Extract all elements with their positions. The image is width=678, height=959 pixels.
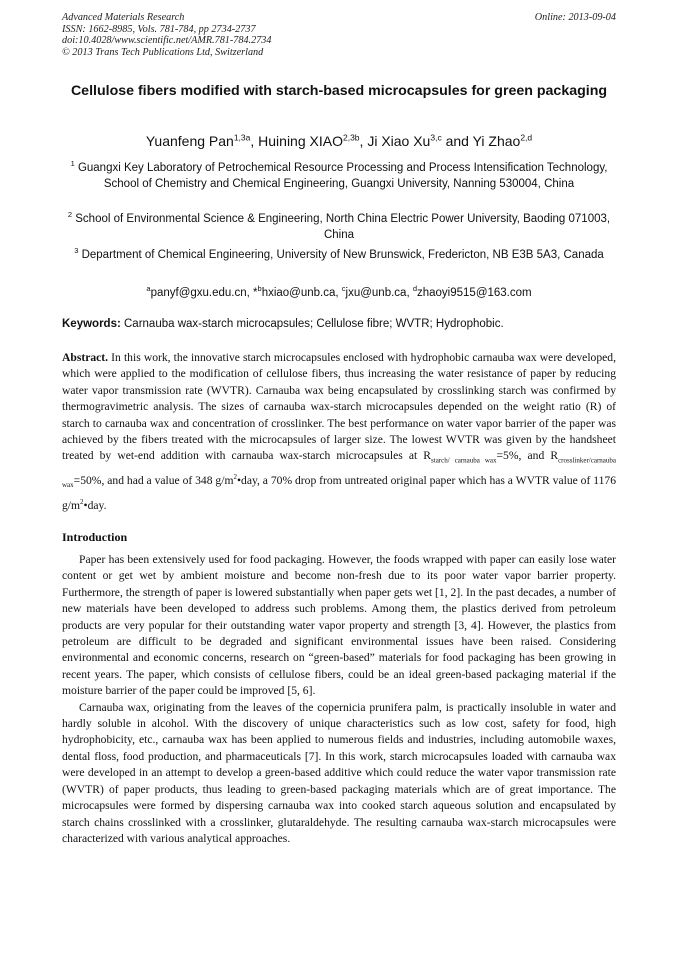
email-a[interactable]: $^a$panyf@gxu.edu.cn	[146, 284, 247, 299]
author-2: Huining $XIAO^{2,3b}$,	[258, 132, 368, 149]
affiliation-1: $^1$ Guangxi Key Laboratory of Petrochemical Resource Processing and Process Intensification Technology, School of Chemistry and Chemical Engineering, Guangxi University, Nanning 530004, China	[70, 159, 608, 190]
affiliation-2: $^2$ School of Environmental Science & Engineering, North China Electric Power University, Baoding 071003, China	[67, 210, 611, 241]
paper-title: Cellulose fibers modified with starch-based microcapsules for green packaging	[70, 83, 608, 99]
affiliation-3: $^3$ Department of Chemical Engineering, University of New Brunswick, Fredericton, NB E3B 5A3, Canada	[74, 246, 604, 261]
author-3: Ji Xiao Xu$^{3,c}$ and	[367, 132, 473, 149]
author-list	[62, 128, 616, 150]
author-4: Yi Zhao$^{2,d}$	[472, 132, 533, 149]
intro-paragraph-1: Paper has been extensively used for food packaging. However, the foods wrapped with paper can easily lose water content or get wet by ambient moisture and become non-fresh due to its poor water vapor barrier property. Furthermore, the strength of paper is lowered substantially when paper gets wet [1, 2]. In the past decades, a number of new materials have been developed to address such problems. Among them, the plastics derived from petroleum products are very popular for their outstanding water vapor property and strength [3, 4]. However, the plastics from petroleum are difficult to be degraded and significant environmental issues have been raised. Considering environmental and economic concerns, research on “green-based” materials for food packaging has been growing in recent years. The paper, which consists of cellulose fibers, could be an ideal green-based packaging material if the moisture barrier of the paper could be improved [5, 6].	[62, 553, 616, 698]
doi-line: doi:10.4028/www.scientific.net/AMR.781-784.2734	[62, 35, 272, 47]
author-1: Yuanfeng Pan$^{1,3a}$,	[145, 132, 259, 149]
journal-info	[62, 12, 616, 58]
journal-header	[62, 12, 616, 58]
email-c[interactable]: $^c$jxu@unb.ca	[341, 284, 407, 299]
intro-paragraph-2: Carnauba wax, originating from the leaves of the copernicia prunifera palm, is practically insoluble in water and hardly soluble in alcohol. With the discovery of unique characteristics such as low cost, safety for food, high hydrophobicity, etc., carnauba wax has been applied to numerous fields and industries, including automobile waxes, dental floss, food production, and pharmaceuticals [7]. In this work, starch microcapsules loaded with carnauba wax were developed in an attempt to develop a green-based additive which could reduce the water vapor transmission rate (WVTR) of paper products, thus leading to green-based packaging materials which are of great importance. The microcapsules were formed by dispersing carnauba wax into cooked starch aqueous solution and encapsulated by starch chains crosslinked with a crosslinker, glutaraldehyde. The resulting carnauba wax-starch microcapsules were characterized with various analytical approaches.	[62, 700, 616, 845]
issn-line: ISSN: 1662-8985, Vols. 781-784, pp 2734-2737	[62, 23, 256, 35]
copyright-line: © 2013 Trans Tech Publications Ltd, Switzerland	[62, 46, 264, 58]
email-d[interactable]: $^d$zhaoyi9515@163.com	[412, 284, 532, 299]
introduction-heading: Introduction	[62, 530, 128, 544]
journal-name: Advanced Materials Research	[62, 12, 185, 23]
email-b[interactable]: *$^b$hxiao@unb.ca	[253, 284, 336, 299]
abstract-label: Abstract.	[62, 351, 109, 364]
online-date: Online: 2013-09-04	[534, 12, 616, 23]
keywords	[62, 317, 616, 332]
abstract: Abstract. In this work, the innovative starch microcapsules enclosed with hydrophobic carnauba wax were developed, which were applied to the modification of cellulose fibers, thus increasing the water resistance of paper by reducing water vapor transmission rate (WVTR). Carnauba wax being encapsulated by crosslinking starch was confirmed by thermogravimetric analysis. The sizes of carnauba wax-starch microcapsules depended on the weight ratio (R) of starch to carnauba wax and concentration of crosslinker. The best performance on water vapor barrier of the paper was achieved by the fibers treated with the microcapsules of larger size. The lowest WVTR was given by the handsheet treated by wet-end addition with carnauba wax-starch microcapsules at $R_{starch/ carnauba wax}=5\%$, and $R_{crosslinker/carnauba wax}=50\%$, and had a value of 348 $g/m^2•day$, a 70% drop from untreated original paper which has a WVTR value of 1176 $g/m^2•day$.	[62, 351, 616, 512]
introduction-body	[62, 552, 616, 847]
author-emails: $^a$panyf@gxu.edu.cn, *$^b$hxiao@unb.ca, $^c$jxu@unb.ca, $^d$zhaoyi9515@163.com	[146, 284, 532, 299]
keywords-text: Carnauba wax-starch microcapsules; Cellulose fibre; WVTR; Hydrophobic.	[124, 318, 504, 330]
keywords-label: Keywords:	[62, 318, 121, 330]
